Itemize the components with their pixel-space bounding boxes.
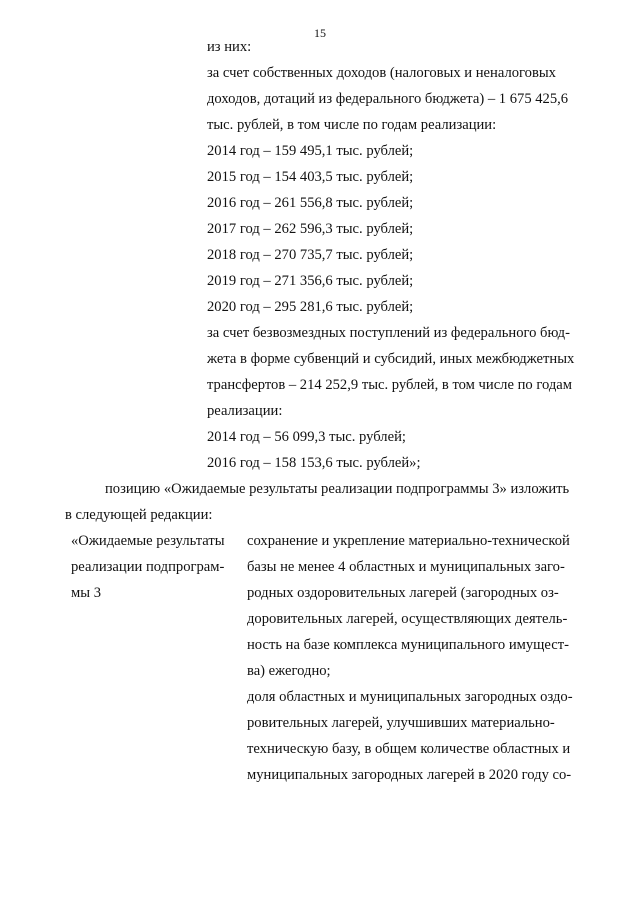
year-line: 2014 год – 56 099,3 тыс. рублей; bbox=[207, 429, 406, 445]
table-label-line: «Ожидаемые результаты bbox=[71, 533, 225, 549]
table-label-line: реализации подпрограм- bbox=[71, 559, 225, 575]
year-line: 2014 год – 159 495,1 тыс. рублей; bbox=[207, 143, 414, 159]
table-value-line: ность на базе комплекса муниципального имущест- bbox=[247, 637, 569, 653]
text-line: жета в форме субвенций и субсидий, иных межбюджетных bbox=[207, 351, 575, 367]
table-label-line: мы 3 bbox=[71, 585, 101, 601]
table-value-line: сохранение и укрепление материально-технической bbox=[247, 533, 570, 549]
table-value-line: доля областных и муниципальных загородных оздо- bbox=[247, 689, 573, 705]
table-value-line: родных оздоровительных лагерей (загородных оз- bbox=[247, 585, 559, 601]
year-line: 2020 год – 295 281,6 тыс. рублей; bbox=[207, 299, 414, 315]
year-line: 2017 год – 262 596,3 тыс. рублей; bbox=[207, 221, 414, 237]
paragraph-line: позицию «Ожидаемые результаты реализации подпрограммы 3» изложить bbox=[105, 481, 570, 497]
table-value-line: ровительных лагерей, улучшивших материально- bbox=[247, 715, 555, 731]
year-line: 2016 год – 158 153,6 тыс. рублей»; bbox=[207, 455, 421, 471]
text-line: доходов, дотаций из федерального бюджета) – 1 675 425,6 bbox=[207, 91, 569, 107]
year-line: 2016 год – 261 556,8 тыс. рублей; bbox=[207, 195, 414, 211]
year-line: 2019 год – 271 356,6 тыс. рублей; bbox=[207, 273, 414, 289]
year-line: 2015 год – 154 403,5 тыс. рублей; bbox=[207, 169, 414, 185]
table-value-line: техническую базу, в общем количестве областных и bbox=[247, 741, 571, 757]
text-line: трансфертов – 214 252,9 тыс. рублей, в том числе по годам bbox=[207, 377, 572, 393]
text-line: из них: bbox=[207, 39, 252, 55]
table-value-line: муниципальных загородных лагерей в 2020 году со- bbox=[247, 767, 572, 783]
table-value-line: ва) ежегодно; bbox=[247, 663, 331, 679]
paragraph-line: в следующей редакции: bbox=[65, 507, 213, 523]
text-line: тыс. рублей, в том числе по годам реализации: bbox=[207, 117, 497, 133]
year-line: 2018 год – 270 735,7 тыс. рублей; bbox=[207, 247, 414, 263]
text-line: за счет собственных доходов (налоговых и неналоговых bbox=[207, 65, 556, 81]
table-value-line: базы не менее 4 областных и муниципальных заго- bbox=[247, 559, 565, 575]
text-line: реализации: bbox=[207, 403, 283, 419]
text-line: за счет безвозмездных поступлений из федерального бюд- bbox=[207, 325, 570, 341]
table-value-line: доровительных лагерей, осуществляющих деятель- bbox=[247, 611, 568, 627]
page-number: 15 bbox=[314, 26, 326, 40]
